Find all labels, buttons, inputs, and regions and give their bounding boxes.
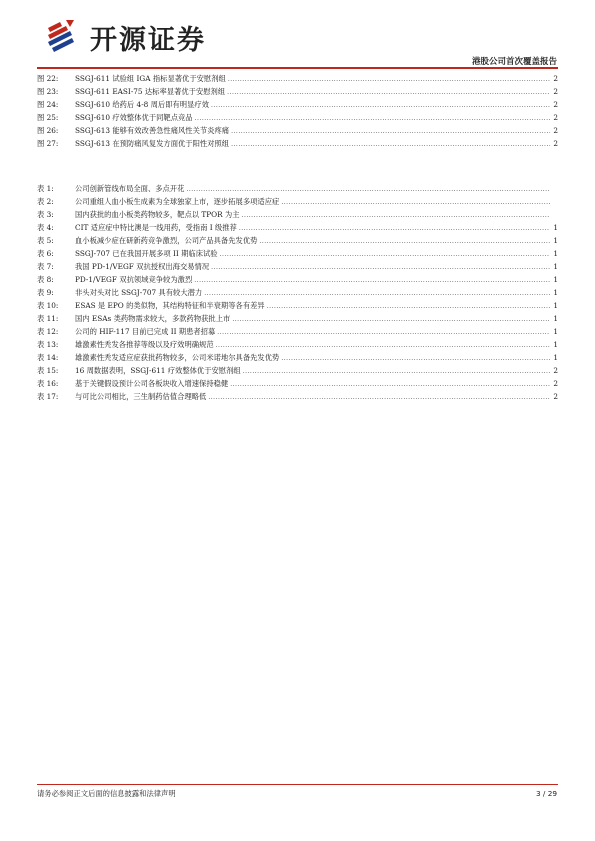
table-entry[interactable] (37, 379, 558, 392)
entry-title: 公司创新管线布局全面、多点开花 (75, 184, 185, 193)
table-entry[interactable] (37, 262, 558, 275)
entry-page: 1 (553, 288, 558, 297)
figure-entry[interactable] (37, 100, 558, 113)
table-entry[interactable] (37, 288, 558, 301)
figure-entry[interactable] (37, 139, 558, 152)
figure-entry[interactable] (37, 87, 558, 100)
page-header (0, 0, 595, 70)
entry-title: 公司重组人血小板生成素为全球独家上市，逐步拓展多项适应症 (75, 197, 280, 206)
table-entry[interactable] (37, 223, 558, 236)
table-entry[interactable] (37, 210, 558, 223)
entry-page: 2 (553, 392, 558, 401)
table-entry[interactable] (37, 236, 558, 249)
entry-page: 1 (553, 301, 558, 310)
entry-label: 表 12: (37, 327, 59, 336)
entry-title: 国内获批的血小板类药物较多，靶点以 TPOR 为主 (75, 210, 240, 219)
table-entry[interactable] (37, 301, 558, 314)
entry-title: 雄激素性秃发适应症获批药物较多，公司米诺地尔具备先发优势 (75, 353, 280, 362)
entry-label: 表 1: (37, 184, 54, 193)
figure-entry[interactable] (37, 113, 558, 126)
figure-list (37, 74, 558, 152)
entry-label: 表 5: (37, 236, 54, 245)
entry-title: 公司的 HIF-117 目前已完成 II 期患者招募 (75, 327, 216, 336)
entry-label: 表 6: (37, 249, 54, 258)
entry-page: 2 (553, 126, 558, 135)
dot-leader (230, 381, 550, 388)
entry-title: SSGJ-613 在预防痛风复发方面优于阳性对照组 (75, 139, 230, 148)
entry-label: 图 24: (37, 100, 59, 109)
entry-page: 1 (553, 353, 558, 362)
entry-page: 1 (553, 223, 558, 232)
dot-leader (227, 89, 550, 96)
dot-leader (211, 102, 550, 109)
table-list (37, 184, 558, 405)
entry-page: 1 (553, 327, 558, 336)
entry-title: 国内 ESAs 类药物需求较大，多款药物获批上市 (75, 314, 231, 323)
entry-label: 图 26: (37, 126, 59, 135)
entry-label: 表 2: (37, 197, 54, 206)
entry-title: SSGJ-611 试验组 IGA 指标显著优于安慰剂组 (75, 74, 226, 83)
table-entry[interactable] (37, 197, 558, 210)
entry-label: 表 17: (37, 392, 59, 401)
entry-page: 1 (553, 249, 558, 258)
entry-page: 2 (553, 87, 558, 96)
entry-title: 与可比公司相比，三生制药估值合理略低 (75, 392, 207, 401)
dot-leader (232, 316, 550, 323)
report-type: 港股公司首次覆盖报告 (471, 57, 557, 67)
entry-label: 表 3: (37, 210, 54, 219)
table-entry[interactable] (37, 340, 558, 353)
footer-divider (37, 784, 558, 785)
table-entry[interactable] (37, 275, 558, 288)
dot-leader (194, 277, 550, 284)
entry-title: PD-1/VEGF 双抗领域竞争较为激烈 (75, 275, 193, 284)
entry-title: SSGJ-610 给药后 4-8 周后即有明显疗效 (75, 100, 209, 109)
entry-label: 图 22: (37, 74, 59, 83)
dot-leader (267, 303, 550, 310)
dot-leader (228, 76, 550, 83)
footer-disclaimer: 请务必参阅正文后面的信息披露和法律声明 (37, 789, 176, 798)
dot-leader (211, 264, 550, 271)
entry-label: 表 7: (37, 262, 54, 271)
entry-page: 2 (553, 113, 558, 122)
table-entry[interactable] (37, 392, 558, 405)
entry-label: 表 15: (37, 366, 59, 375)
brand-logo-icon (44, 18, 84, 56)
entry-title: SSGJ-707 已在我国开展多项 II 期临床试验 (75, 249, 218, 258)
page-number: 3 / 29 (535, 789, 557, 798)
entry-page: 1 (553, 262, 558, 271)
dot-leader (281, 199, 550, 206)
entry-label: 图 25: (37, 113, 59, 122)
dot-leader (259, 238, 550, 245)
entry-title: 我国 PD-1/VEGF 双抗授权出海交易情况 (75, 262, 210, 271)
entry-label: 表 13: (37, 340, 59, 349)
table-entry[interactable] (37, 249, 558, 262)
dot-leader (186, 186, 550, 193)
entry-title: 非头对头对比 SSGJ-707 具有较大潜力 (75, 288, 203, 297)
entry-title: 血小板减少症在研新药竞争激烈，公司产品具备先发优势 (75, 236, 258, 245)
entry-title: 雄激素性秃发各推荐等级以及疗效明确规范 (75, 340, 214, 349)
dot-leader (195, 115, 550, 122)
dot-leader (243, 368, 550, 375)
entry-label: 表 10: (37, 301, 59, 310)
table-entry[interactable] (37, 353, 558, 366)
entry-title: 基于关键假设预计公司各板块收入增速保持稳健 (75, 379, 229, 388)
entry-page: 1 (553, 236, 558, 245)
entry-page: 1 (553, 275, 558, 284)
entry-page: 1 (553, 340, 558, 349)
entry-page: 2 (553, 74, 558, 83)
entry-label: 表 4: (37, 223, 54, 232)
entry-label: 表 14: (37, 353, 59, 362)
dot-leader (216, 342, 550, 349)
dot-leader (242, 212, 550, 219)
dot-leader (231, 128, 550, 135)
table-entry[interactable] (37, 366, 558, 379)
entry-page: 2 (553, 366, 558, 375)
dot-leader (208, 394, 550, 401)
dot-leader (231, 141, 550, 148)
dot-leader (220, 251, 550, 258)
table-entry[interactable] (37, 327, 558, 340)
table-entry[interactable] (37, 314, 558, 327)
entry-title: 16 周数据表明，SSGJ-611 疗效整体优于安慰剂组 (75, 366, 241, 375)
dot-leader (281, 355, 550, 362)
entry-title: SSGJ-610 疗效整体优于同靶点竞品 (75, 113, 193, 122)
entry-page: 2 (553, 139, 558, 148)
entry-page: 1 (553, 314, 558, 323)
entry-label: 表 8: (37, 275, 54, 284)
entry-title: SSGJ-611 EASI-75 达标率显著优于安慰剂组 (75, 87, 226, 96)
entry-title: ESAS 是 EPO 的类似物，其结构特征和半衰期等各有差异 (75, 301, 265, 310)
dot-leader (217, 329, 550, 336)
figure-entry[interactable] (37, 74, 558, 87)
brand-logo (44, 17, 234, 57)
entry-title: SSGJ-613 能够有效改善急性痛风性关节炎疼痛 (75, 126, 230, 135)
dot-leader (239, 225, 550, 232)
entry-label: 表 11: (37, 314, 59, 323)
entry-label: 图 23: (37, 87, 59, 96)
figure-entry[interactable] (37, 126, 558, 139)
entry-label: 图 27: (37, 139, 59, 148)
table-entry[interactable] (37, 184, 558, 197)
entry-label: 表 16: (37, 379, 59, 388)
header-divider (37, 67, 558, 69)
entry-page: 2 (553, 379, 558, 388)
dot-leader (204, 290, 550, 297)
entry-title: CIT 适应症中特比澳是一线用药，受指南 I 级推荐 (75, 223, 237, 232)
entry-page: 2 (553, 100, 558, 109)
brand-name: 开源证券 (90, 24, 206, 56)
entry-label: 表 9: (37, 288, 54, 297)
